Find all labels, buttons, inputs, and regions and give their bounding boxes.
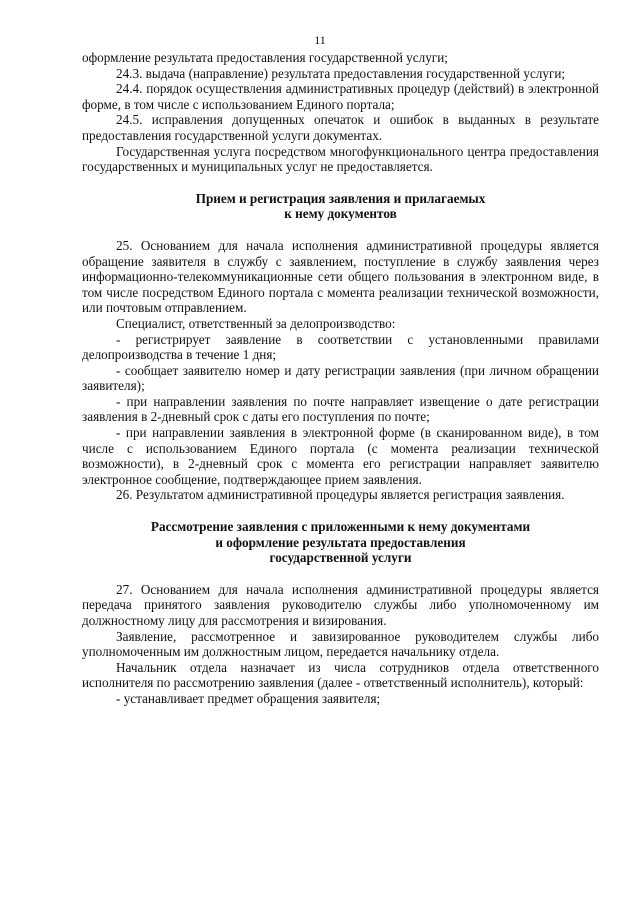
paragraph: оформление результата предоставления государственной услуги; <box>82 50 448 65</box>
paragraph: Специалист, ответственный за делопроизводство: <box>116 315 396 331</box>
paragraph: 25. Основанием для начала исполнения административной процедуры является обращение заявителя в службу с заявлением, поступление в службу заявления через информационно-телекоммуникационные сети общего пользования в электронном виде, в том числе посредством Единого портала с момента реализации технической возможности, или почтовым отправлением. <box>82 237 599 316</box>
heading-line: Рассмотрение заявления с приложенными к нему документами <box>150 519 531 535</box>
heading-line: к нему документов <box>284 206 397 222</box>
document-body <box>82 50 599 707</box>
paragraph: - при направлении заявления в электронной форме (в сканированном виде), в том числе с использованием Единого портала (с момента реализации технической возможности), в 2-дневный срок с момента его регистрации направляет заявителю электронное сообщение, подтверждающее прием заявления. <box>82 425 599 487</box>
spacer <box>82 175 599 191</box>
heading-line: и оформление результата предоставления <box>215 534 466 550</box>
paragraph: Начальник отдела назначает из числа сотрудников отдела ответственного исполнителя по рассмотрению заявления (далее - ответственный исполнитель), который: <box>82 659 599 691</box>
page-number: 11 <box>314 33 326 47</box>
heading-line: Прием и регистрация заявления и прилагаемых <box>195 190 486 206</box>
section-heading <box>82 519 599 566</box>
paragraph: - устанавливает предмет обращения заявителя; <box>116 690 381 706</box>
spacer <box>82 222 599 238</box>
paragraph: - при направлении заявления по почте направляет извещение о дате регистрации заявления в 2-дневный срок с даты его поступления по почте; <box>82 393 599 425</box>
paragraph: - регистрирует заявление в соответствии с установленными правилами делопроизводства в течение 1 дня; <box>82 331 599 363</box>
paragraph: 27. Основанием для начала исполнения административной процедуры является передача принятого заявления руководителю службы либо уполномоченному им должностному лицу для рассмотрения и визирования. <box>82 581 599 628</box>
paragraph: 24.5. исправления допущенных опечаток и ошибок в выданных в результате предоставления государственной услуги документах. <box>82 112 599 143</box>
paragraph: 24.4. порядок осуществления административных процедур (действий) в электронной форме, в том числе с использованием Единого портала; <box>82 81 599 112</box>
paragraph: Государственная услуга посредством многофункционального центра предоставления государственных и муниципальных услуг не предоставляется. <box>82 143 599 175</box>
paragraph: 26. Результатом административной процедуры является регистрация заявления. <box>116 487 565 503</box>
paragraph: 24.3. выдача (направление) результата предоставления государственной услуги; <box>116 65 566 81</box>
spacer <box>82 566 599 582</box>
paragraph: - сообщает заявителю номер и дату регистрации заявления (при личном обращении заявителя); <box>82 362 599 394</box>
section-heading <box>82 191 599 222</box>
heading-line: государственной услуги <box>269 550 412 566</box>
paragraph: Заявление, рассмотренное и завизированное руководителем службы либо уполномоченным им должностным лицом, передается начальнику отдела. <box>82 628 599 660</box>
spacer <box>82 503 599 519</box>
